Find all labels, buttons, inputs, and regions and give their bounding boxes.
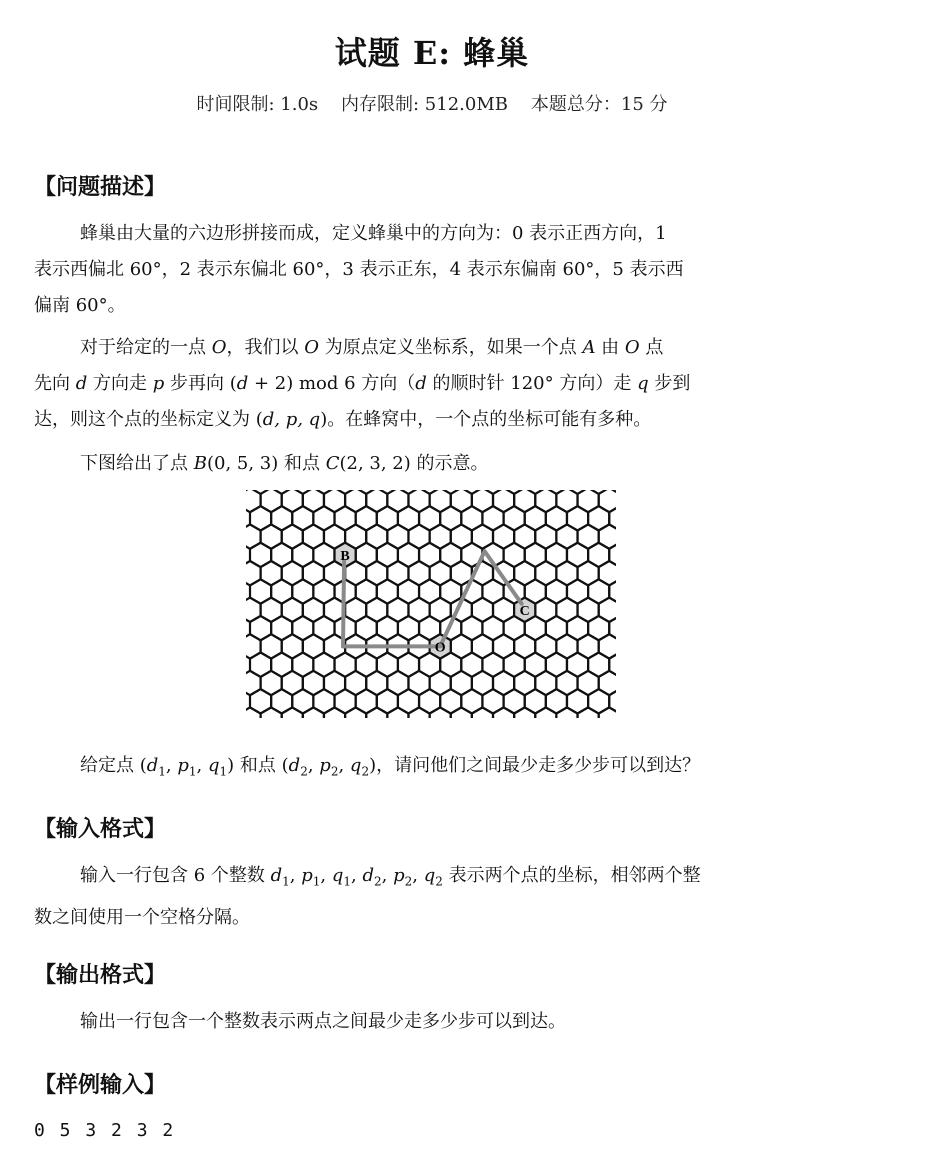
hex-cell [535,707,556,718]
hex-cell [261,707,282,718]
hex-cell [472,707,493,718]
hex-cell [514,707,535,718]
hex-cell [324,707,345,718]
hex-cell [387,707,408,718]
point-o-label: O [434,640,446,656]
hex-cell [556,707,577,718]
hex-cell [430,707,451,718]
hex-cell [345,707,366,718]
problem-paragraph-3: 下图给出了点 B(0, 5, 3) 和点 C(2, 3, 2) 的示意。 [80,453,489,474]
output-heading: 【输出格式】 [34,962,167,988]
hex-cell [246,707,261,718]
output-description: 输出一行包含一个整数表示两点之间最少走多少步可以到达。 [80,1011,566,1032]
point-c-label: C [519,603,530,619]
path-to-b [343,561,344,647]
hex-cell [408,707,429,718]
hex-cell [282,707,303,718]
problem-paragraph-2: 对于给定的一点 O，我们以 O 为原点定义坐标系，如果一个点 A 由 O 点 先向 d 方向走 p 步再向 (d + 2) mod 6 方向（d 的顺时针 120° 方向）走 q 步到 达，则这个点的坐标定义为 (d, p, q)。在蜂窝中，一个点的坐标可能有多种。 [34,337,691,430]
honeycomb-figure [246,490,616,718]
hex-cell [366,707,387,718]
hex-grid [246,490,616,718]
hex-cell [451,707,472,718]
hex-cell [578,707,599,718]
problem-paragraph-1: 蜂巢由大量的六边形拼接而成，定义蜂巢中的方向为：0 表示正西方向，1 表示西偏北 60°，2 表示东偏北 60°，3 表示正东，4 表示东偏南 60°，5 表示西 偏南 60°。 [34,223,684,316]
sample-input-heading: 【样例输入】 [34,1072,167,1098]
point-b-label: B [340,548,350,564]
input-heading: 【输入格式】 [34,816,167,842]
problem-heading: 【问题描述】 [34,174,167,200]
hex-cell [246,490,261,512]
hex-cell [599,707,616,718]
hex-cell [493,707,514,718]
sample-input-value: 0 5 3 2 3 2 [34,1120,176,1141]
hex-cell [303,707,324,718]
question-line: 给定点 ($d_1$, $p_1$, $q_1$) 和点 ($d_2$, $p_2$, $q_2$)，请问他们之间最少走多少步可以到达？ [80,755,701,779]
page-title: 试题 E: 蜂巢 [334,34,530,72]
limits-line: 时间限制: 1.0s 内存限制: 512.0MB 本题总分：15 分 [196,94,668,115]
input-description: 输入一行包含 6 个整数 $d_1$, $p_1$, $q_1$, $d_2$, $p_2$, $q_2$ 表示两个点的坐标，相邻两个整 数之间使用一个空格分隔。 [34,865,701,928]
